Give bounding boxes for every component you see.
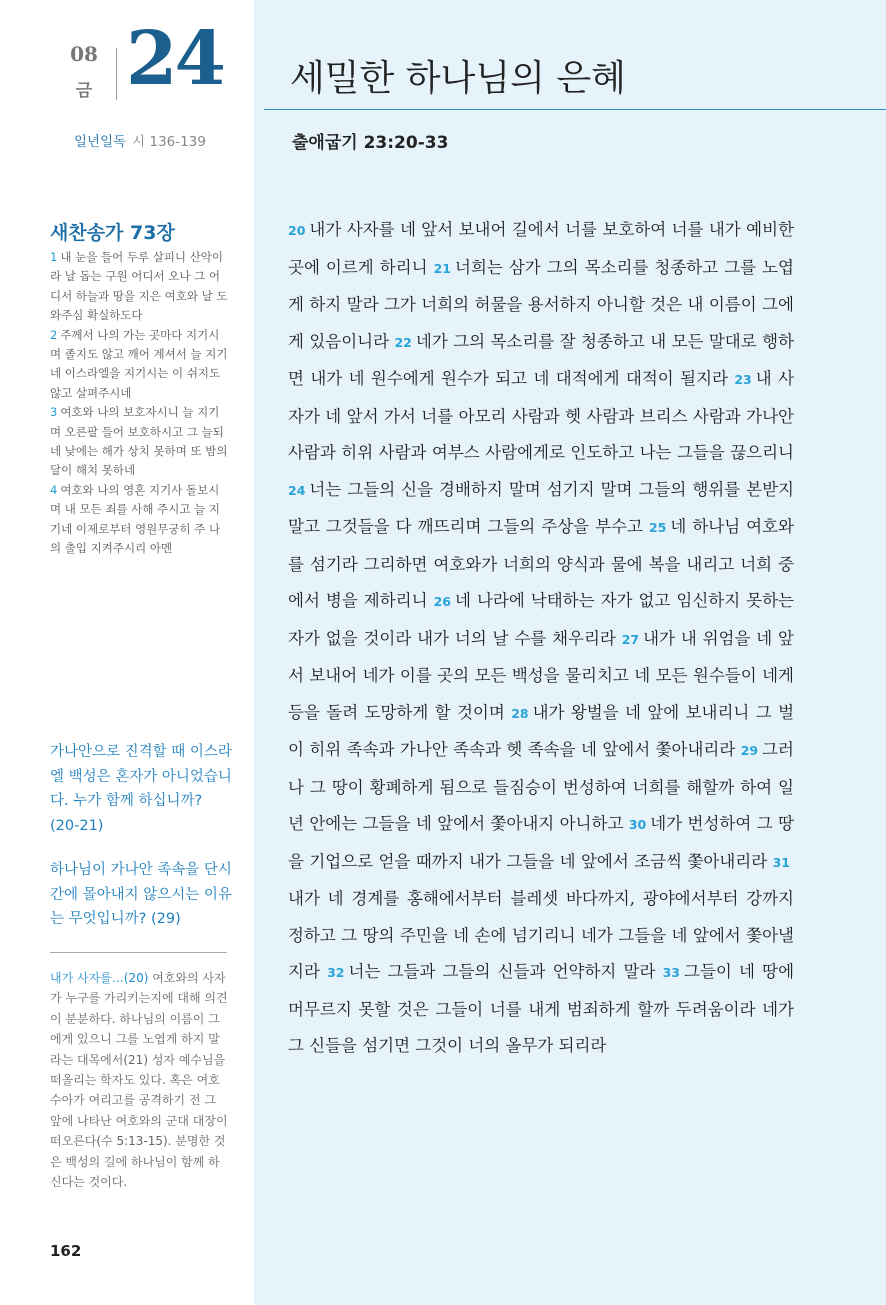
hymn-verse-number: 1 xyxy=(50,250,58,264)
sidebar xyxy=(0,0,254,1305)
page-title: 세밀한 하나님의 은혜 xyxy=(290,58,626,99)
verse-number: 32 xyxy=(327,965,345,980)
verse-text: 너는 그들과 그들의 신들과 언약하지 말라 xyxy=(348,962,656,981)
verse-number: 23 xyxy=(734,372,752,387)
verse-number: 29 xyxy=(740,743,759,758)
hymn-verse-number: 4 xyxy=(50,482,58,497)
verse-text: 내 사자가 네 앞서 가서 너를 아모리 사람과 헷 사람과 브리스 사람과 가나안 사람과 히위 사람과 여부스 사람에게로 인도하고 나는 그들을 끊으리니 xyxy=(288,369,795,462)
verse-text: 네 하나님 여호와를 섬기라 그리하면 여호와가 너희의 양식과 물에 복을 내리고 너희 중에서 병을 제하리니 xyxy=(288,517,794,610)
sidebar-divider xyxy=(50,952,227,953)
page-number: 162 xyxy=(50,1242,82,1260)
commentary-note xyxy=(50,968,230,1192)
verse-text: 내가 사자를 네 앞서 보내어 길에서 너를 보호하여 너를 내가 예비한 곳에 이르게 하리니 xyxy=(288,220,794,277)
hymn-verse-number: 3 xyxy=(50,405,58,420)
verse-number: 26 xyxy=(433,594,451,609)
verse-text: 내가 네 경계를 홍해에서부터 블레셋 바다까지, 광야에서부터 강까지 정하고 그 땅의 주민을 네 손에 넘기리니 네가 그들을 네 앞에서 쫓아낼지라 xyxy=(288,889,794,981)
hymn-verse-text: 주께서 나의 가는 곳마다 지기시며 졸지도 않고 깨어 계셔서 늘 지기네 이스라엘을 지기시는 이 쉬지도 않고 살펴주시네 xyxy=(50,327,228,400)
weekday-label: 금 xyxy=(75,81,93,101)
verse-number: 30 xyxy=(628,817,647,832)
hymn-lyrics xyxy=(50,248,230,559)
verse-text: 그러나 그 땅이 황폐하게 됨으로 들짐승이 번성하여 너희를 해할까 하여 일 년 안에는 그들을 네 앞에서 쫓아내지 아니하고 xyxy=(288,740,794,833)
note-text: 여호와의 사자가 누구를 가리키는지에 대해 의견이 분분하다. 하나님의 이름이 그에게 있으니 그를 노엽게 하지 말라는 대목에서(21) 성자 예수님을 떠올리는 학자도 있다. 혹은 여호수아가 여리고를 공격하기 전 그 앞에 나타난 여호와의 군대 대장이 떠오른다(수 5:13-15). 분명한 것은 백성의 길에 하나님이 함께 하신다는 것이다. xyxy=(50,971,228,1190)
hymn-verse-text: 여호와 나의 영혼 지기사 돌보시며 내 모든 죄를 사해 주시고 늘 지기네 이제로부터 영원무궁히 주 나의 출입 지켜주시리 아멘 xyxy=(50,482,221,556)
yearly-reading xyxy=(74,130,206,150)
day-number: 24 xyxy=(126,16,223,102)
hymn-verse xyxy=(50,481,230,559)
hymn-verse-number: 2 xyxy=(50,327,58,342)
scripture-text xyxy=(288,212,794,1065)
title-divider xyxy=(264,109,886,110)
hymn-verse xyxy=(50,403,230,481)
verse-number: 33 xyxy=(662,965,681,980)
question: 하나님이 가나안 족속을 단시간에 몰아내지 않으시는 이유는 무엇입니까? (29) xyxy=(50,862,232,927)
hymn-verse xyxy=(50,248,230,326)
verse-text: 너는 그들의 신을 경배하지 말며 섬기지 말며 그들의 행위를 본받지 말고 그것들을 다 깨뜨리며 그들의 주상을 부수고 xyxy=(288,479,794,536)
reading-ref: 시 136-139 xyxy=(132,134,206,150)
verse-number: 22 xyxy=(394,334,412,350)
verse-number: 24 xyxy=(288,482,306,498)
hymn-verse-text: 여호와 나의 보호자시니 늘 지기며 오른팔 들어 보호하시고 그 늘되네 낮에는 해가 상치 못하며 또 밤의 달이 해치 못하네 xyxy=(50,405,228,478)
verse-text: 너희는 삼가 그의 목소리를 청종하고 그를 노엽게 하지 말라 그가 너희의 허물을 용서하지 아니할 것은 내 이름이 그에게 있음이니라 xyxy=(288,257,794,351)
verse-text: 네가 그의 목소리를 잘 청종하고 내 모든 말대로 행하면 내가 네 원수에게 원수가 되고 네 대적에게 대적이 될지라 xyxy=(288,331,794,388)
verse-number: 21 xyxy=(433,260,451,276)
hymn-verse-text: 내 눈을 들어 두루 살피니 산악이라 날 돕는 구원 어디서 오나 그 어디서 하늘과 땅을 지은 여호와 날 도와주심 확실하도다 xyxy=(50,250,228,323)
question: 가나안으로 진격할 때 이스라엘 백성은 혼자가 아니었습니다. 누가 함께 하십니까? (20-21) xyxy=(50,744,232,834)
verse-text: 네가 번성하여 그 땅을 기업으로 얻을 때까지 내가 그들을 네 앞에서 조금씩 쫓아내리라 xyxy=(288,814,795,871)
verse-number: 20 xyxy=(288,223,306,238)
verse-text: 내가 내 위엄을 네 앞서 보내어 네가 이를 곳의 모든 백성을 물리치고 네 모든 원수들이 네게 등을 돌려 도망하게 할 것이며 xyxy=(288,628,794,722)
reflection-questions xyxy=(50,740,232,952)
note-lead: 내가 사자를…(20) xyxy=(50,971,149,985)
reading-label: 일년일독 xyxy=(74,134,127,150)
scripture-reference: 출애굽기 23:20-33 xyxy=(292,133,449,153)
month-number: 08 xyxy=(70,42,98,66)
verse-number: 25 xyxy=(648,520,667,535)
verse-text: 네 나라에 낙태하는 자가 없고 임신하지 못하는 자가 없을 것이라 내가 너의 날 수를 채우리라 xyxy=(288,591,794,648)
main-content xyxy=(254,0,886,1305)
verse-number: 27 xyxy=(621,631,640,647)
verse-number: 28 xyxy=(511,705,529,721)
hymn-verse xyxy=(50,326,230,404)
hymn-title: 새찬송가 73장 xyxy=(50,222,175,244)
verse-number: 31 xyxy=(772,854,791,870)
date-divider xyxy=(116,48,117,100)
verse-text: 그들이 네 땅에 머무르지 못할 것은 그들이 너를 내게 범죄하게 할까 두려움이라 네가 그 신들을 섬기면 그것이 너의 올무가 되리라 xyxy=(288,962,795,1055)
verse-text: 내가 왕벌을 네 앞에 보내리니 그 벌이 히위 족속과 가나안 족속과 헷 족속을 네 앞에서 쫓아내리라 xyxy=(288,702,795,759)
